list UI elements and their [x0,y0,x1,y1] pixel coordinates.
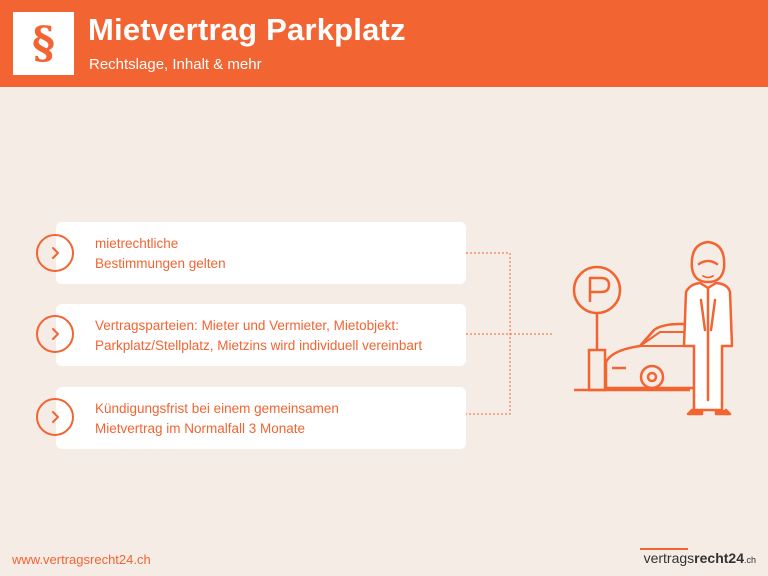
brand-logo [644,550,756,566]
parking-sign-icon [574,267,620,390]
brand-bold: recht24 [694,550,744,566]
parking-illustration [560,240,760,430]
info-text-1-line1: mietrechtliche [95,236,179,251]
brand-regular: vertrags [643,550,695,566]
brand-suffix: .ch [743,555,756,565]
page-subtitle: Rechtslage, Inhalt & mehr [89,56,262,73]
logo-symbol: § [31,17,55,69]
info-text-3-line1: Kündigungsfrist bei einem gemeinsamen [95,401,339,416]
info-text-2-line2: Parkplatz/Stellplatz, Mietzins wird individuell vereinbart [95,337,423,353]
info-text-1-line2: Bestimmungen gelten [95,255,226,271]
footer-url[interactable]: www.vertragsrecht24.ch [12,552,151,567]
info-text-2-line1: Vertragsparteien: Mieter und Vermieter, Mietobjekt: [95,318,399,333]
page-title: Mietvertrag Parkplatz [88,12,406,47]
info-text-3-line2: Mietvertrag im Normalfall 3 Monate [95,420,306,436]
